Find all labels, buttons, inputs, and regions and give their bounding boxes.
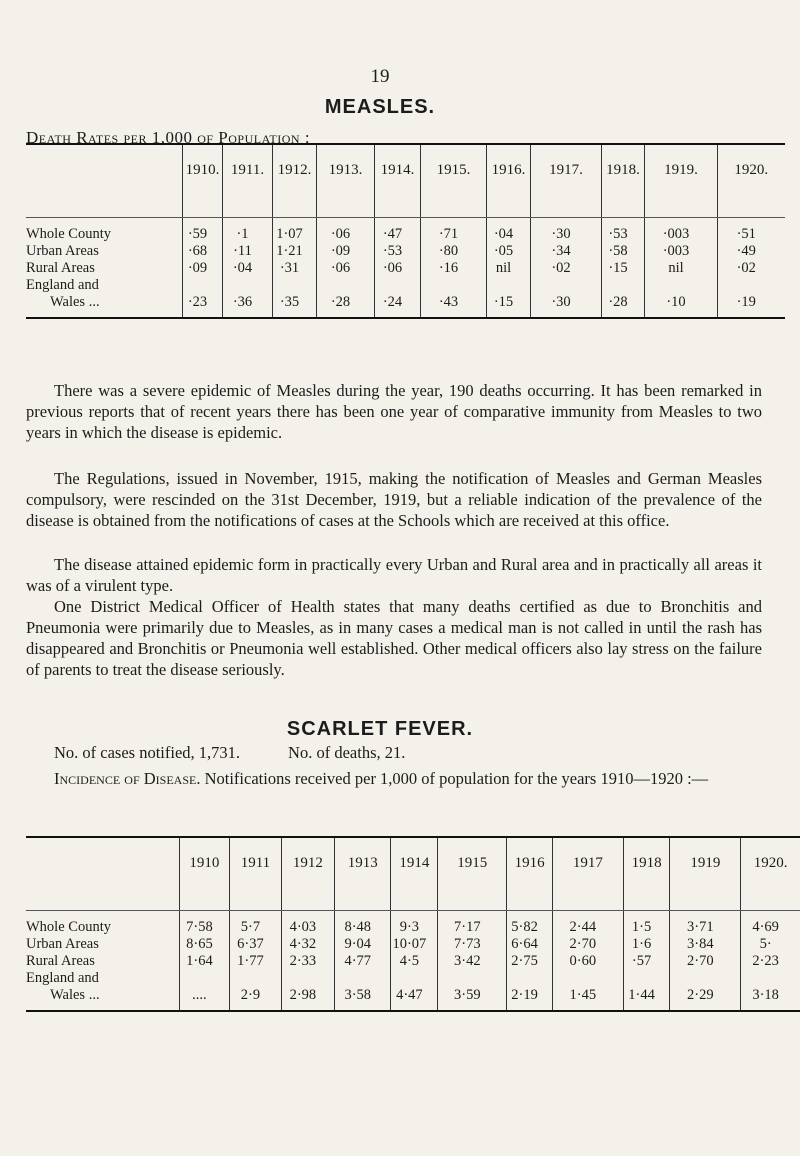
- incidence-text: Notifications received per 1,000 of population for the years 1910—1920 :—: [204, 769, 709, 788]
- measles-death-rates-table: [26, 143, 785, 319]
- year-header: 1915: [438, 837, 507, 888]
- row-label-header: [26, 144, 183, 195]
- year-header: 1917.: [531, 144, 602, 195]
- table-row: [26, 987, 800, 1011]
- row-label: Wales ...: [50, 987, 100, 1003]
- year-header: 1916.: [487, 144, 531, 195]
- table-cell: 2·33: [281, 953, 334, 970]
- table-cell: 2·70: [670, 953, 741, 970]
- table-cell: 5·: [741, 936, 800, 953]
- table-cell: 4·47: [391, 987, 438, 1011]
- table-row: [26, 294, 785, 318]
- year-header: 1910: [179, 837, 230, 888]
- table-cell: ·06: [317, 260, 375, 277]
- table-cell: ·53: [602, 218, 645, 244]
- year-header: 1920.: [741, 837, 800, 888]
- table-cell: ·34: [531, 243, 602, 260]
- table-cell: ·71: [421, 218, 487, 244]
- year-header: 1917: [552, 837, 623, 888]
- scarlet-fever-stats: [54, 743, 405, 763]
- table-cell: 5·82: [507, 911, 553, 937]
- row-label: Rural Areas: [26, 953, 95, 969]
- table-cell: 1·6: [623, 936, 670, 953]
- table-row: [26, 277, 785, 294]
- table-cell: 1·44: [623, 987, 670, 1011]
- table-row: [26, 953, 800, 970]
- incidence-label: Incidence of Disease.: [54, 769, 201, 788]
- table-cell: ·10: [645, 294, 718, 318]
- year-header: 1920.: [718, 144, 785, 195]
- year-header: 1918: [623, 837, 670, 888]
- table-cell: ·1: [223, 218, 273, 244]
- table-cell: 2·75: [507, 953, 553, 970]
- table-cell: 2·19: [507, 987, 553, 1011]
- table-cell: ·80: [421, 243, 487, 260]
- table-cell: 1·21: [273, 243, 317, 260]
- year-header: 1918.: [602, 144, 645, 195]
- table-cell: ·05: [487, 243, 531, 260]
- table-cell: 1·07: [273, 218, 317, 244]
- table-cell: 3·59: [438, 987, 507, 1011]
- table-cell: ·24: [375, 294, 421, 318]
- table-cell: ·09: [317, 243, 375, 260]
- table-cell: ·19: [718, 294, 785, 318]
- table-cell: ·43: [421, 294, 487, 318]
- table-cell: ·003: [645, 243, 718, 260]
- table-cell: ·11: [223, 243, 273, 260]
- table-cell: 4·69: [741, 911, 800, 937]
- row-label: Rural Areas: [26, 260, 95, 276]
- table-cell: ·68: [183, 243, 223, 260]
- table-cell: ·36: [223, 294, 273, 318]
- table-row: [26, 936, 800, 953]
- table-cell: ·35: [273, 294, 317, 318]
- year-header: 1911: [230, 837, 282, 888]
- death-rates-subheading: Death Rates per 1,000 of Population :: [26, 128, 311, 147]
- row-label: Whole County: [26, 919, 111, 935]
- table-cell: 7·58: [179, 911, 230, 937]
- paragraph: The Regulations, issued in November, 1915, making the notification of Measles and German Measles compulsory, were rescinded on the 31st December, 1919, but a reliable indication of the prevalence of the disease is obtained from the notifications of cases at the Schools which are received at this office.: [26, 469, 762, 530]
- table-cell: 4·32: [281, 936, 334, 953]
- row-label: England and: [26, 277, 99, 293]
- table-cell: 3·84: [670, 936, 741, 953]
- table-cell: ·04: [223, 260, 273, 277]
- table-cell: ·47: [375, 218, 421, 244]
- year-header: 1919: [670, 837, 741, 888]
- table-cell: ·30: [531, 294, 602, 318]
- table-cell: ·28: [317, 294, 375, 318]
- table-cell: 2·44: [552, 911, 623, 937]
- table-cell: 5·7: [230, 911, 282, 937]
- table-cell: 9·04: [335, 936, 391, 953]
- table-cell: 1·5: [623, 911, 670, 937]
- table-row: [26, 970, 800, 987]
- table-cell: ·15: [487, 294, 531, 318]
- row-label: Urban Areas: [26, 936, 99, 952]
- table-row: [26, 218, 785, 244]
- table-cell: 3·58: [335, 987, 391, 1011]
- paragraph: One District Medical Officer of Health states that many deaths certified as due to Bronchitis and Pneumonia were primarily due to Measles, as in many cases a medical man is not called in until the rash has disappeared and Bronchitis or Pneumonia well established. Other medical officers also lay stress on the failure of parents to treat the disease seriously.: [26, 597, 762, 679]
- table-cell: 2·23: [741, 953, 800, 970]
- table-cell: ·59: [183, 218, 223, 244]
- table-cell: ·16: [421, 260, 487, 277]
- table-cell: 1·64: [179, 953, 230, 970]
- table-cell: 2·9: [230, 987, 282, 1011]
- year-header: 1914.: [375, 144, 421, 195]
- table-cell: 4·03: [281, 911, 334, 937]
- table-cell: 4·5: [391, 953, 438, 970]
- table-cell: ·51: [718, 218, 785, 244]
- table-cell: 0·60: [552, 953, 623, 970]
- table-cell: 7·17: [438, 911, 507, 937]
- row-label: Whole County: [26, 226, 111, 242]
- table-cell: ·06: [317, 218, 375, 244]
- table-cell: 2·70: [552, 936, 623, 953]
- table-cell: ·09: [183, 260, 223, 277]
- table-cell: ·53: [375, 243, 421, 260]
- table-cell: 1·77: [230, 953, 282, 970]
- table-cell: 4·77: [335, 953, 391, 970]
- table-cell: 6·37: [230, 936, 282, 953]
- paragraph: The disease attained epidemic form in practically every Urban and Rural area and in practically all areas it was of a virulent type.: [26, 555, 762, 595]
- table-cell: 9·3: [391, 911, 438, 937]
- table-header-row: [26, 837, 800, 888]
- year-header: 1919.: [645, 144, 718, 195]
- table-cell: 8·65: [179, 936, 230, 953]
- table-cell: ·23: [183, 294, 223, 318]
- table-cell: ·31: [273, 260, 317, 277]
- incidence-paragraph: [26, 768, 762, 789]
- table-row: [26, 260, 785, 277]
- table-cell: ·04: [487, 218, 531, 244]
- table-cell: 10·07: [391, 936, 438, 953]
- scarlet-fever-heading: SCARLET FEVER.: [286, 718, 474, 740]
- table-cell: 1·45: [552, 987, 623, 1011]
- row-label: England and: [26, 970, 99, 986]
- table-cell: nil: [487, 260, 531, 277]
- table-cell: 2·29: [670, 987, 741, 1011]
- table-cell: 7·73: [438, 936, 507, 953]
- table-cell: 3·42: [438, 953, 507, 970]
- table-cell: 2·98: [281, 987, 334, 1011]
- table-cell: ·57: [623, 953, 670, 970]
- year-header: 1914: [391, 837, 438, 888]
- table-header-row: [26, 144, 785, 195]
- table-cell: ·15: [602, 260, 645, 277]
- table-cell: ·02: [718, 260, 785, 277]
- year-header: 1913.: [317, 144, 375, 195]
- page-number: 19: [370, 66, 390, 87]
- table-cell: ·28: [602, 294, 645, 318]
- year-header: 1910.: [183, 144, 223, 195]
- table-cell: ·58: [602, 243, 645, 260]
- table-row: [26, 243, 785, 260]
- table-cell: 6·64: [507, 936, 553, 953]
- year-header: 1916: [507, 837, 553, 888]
- year-header: 1915.: [421, 144, 487, 195]
- year-header: 1911.: [223, 144, 273, 195]
- table-cell: ·003: [645, 218, 718, 244]
- table-cell: ·30: [531, 218, 602, 244]
- table-cell: 3·18: [741, 987, 800, 1011]
- table-cell: ·49: [718, 243, 785, 260]
- year-header: 1912.: [273, 144, 317, 195]
- table-cell: ....: [179, 987, 230, 1011]
- table-cell: 8·48: [335, 911, 391, 937]
- table-cell: nil: [645, 260, 718, 277]
- measles-heading: MEASLES.: [324, 96, 436, 118]
- table-row: [26, 911, 800, 937]
- table-cell: 3·71: [670, 911, 741, 937]
- deaths-count: No. of deaths, 21.: [288, 743, 406, 762]
- scarlet-fever-notifications-table: [26, 836, 800, 1012]
- table-cell: ·02: [531, 260, 602, 277]
- row-label: Urban Areas: [26, 243, 99, 259]
- row-label-header: [26, 837, 179, 888]
- year-header: 1912: [281, 837, 334, 888]
- paragraph: There was a severe epidemic of Measles during the year, 190 deaths occurring. It has been remarked in previous reports that of recent years there has been one year of comparative immunity from Measles to two years in which the disease is epidemic.: [26, 381, 762, 442]
- year-header: 1913: [335, 837, 391, 888]
- row-label: Wales ...: [50, 294, 100, 310]
- cases-notified: No. of cases notified, 1,731.: [54, 743, 241, 762]
- table-cell: ·06: [375, 260, 421, 277]
